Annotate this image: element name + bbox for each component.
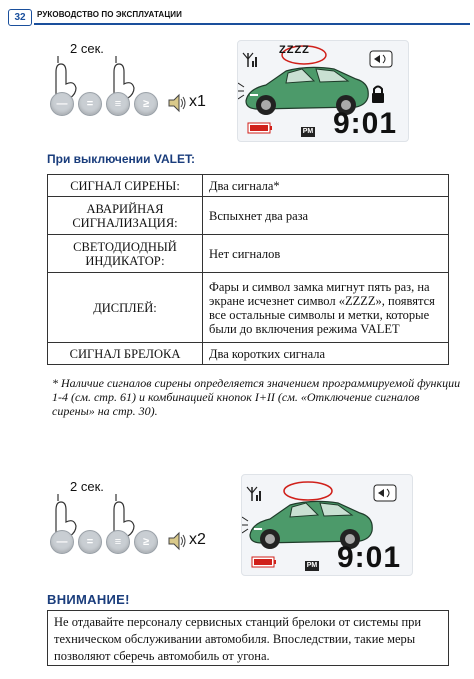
speaker-icon	[166, 92, 188, 114]
antenna-icon	[247, 487, 261, 501]
table-label: ДИСПЛЕЙ:	[48, 273, 203, 343]
horn-icon	[374, 485, 396, 501]
warning-box	[47, 610, 449, 666]
table-row	[48, 175, 449, 197]
lock-icon	[372, 87, 384, 104]
remote-button-3: ≡	[106, 530, 130, 554]
lcd-display-bottom	[241, 474, 413, 576]
header-divider	[34, 23, 470, 25]
table-row	[48, 235, 449, 273]
table-row	[48, 197, 449, 235]
table-value: Два сигнала*	[203, 175, 449, 197]
battery-icon	[248, 123, 272, 133]
table-value: Нет сигналов	[203, 235, 449, 273]
speaker-icon	[166, 530, 188, 552]
display-time: 9:01	[333, 107, 398, 140]
horn-icon	[370, 51, 392, 67]
table-row	[48, 273, 449, 343]
valet-off-table	[47, 174, 449, 365]
remote-illustration-top	[36, 40, 206, 140]
warning-text: Не отдавайте персоналу сервисных станций брелоки от системы при техническом обслуживании автомобиля. Впоследствии, такие меры позволяют сберечь автомобиль от угона.	[54, 615, 422, 663]
table-label: СИГНАЛ БРЕЛОКА	[48, 343, 203, 365]
header-title: РУКОВОДСТВО ПО ЭКСПЛУАТАЦИИ	[37, 10, 182, 19]
remote-button-4: ≥	[134, 530, 158, 554]
battery-icon	[252, 557, 276, 567]
footnote: * Наличие сигналов сирены определяется значением программируемой функции 1-4 (см. стр. 61) и комбинацией кнопок I+II (см. «Отключение сигналов сирены» на стр. 30).	[52, 376, 461, 418]
pm-indicator: PM	[302, 128, 314, 135]
repeat-count: x1	[189, 93, 206, 110]
remote-button-1: —	[50, 530, 74, 554]
repeat-count: x2	[189, 531, 206, 548]
table-row	[48, 343, 449, 365]
display-time: 9:01	[337, 541, 402, 574]
lcd-display-top	[237, 40, 409, 142]
table-value: Вспыхнет два раза	[203, 197, 449, 235]
table-label: СВЕТОДИОДНЫЙ ИНДИКАТОР:	[48, 235, 203, 273]
remote-button-1: —	[50, 92, 74, 116]
duration-label: 2 сек.	[70, 479, 104, 494]
section-title: При выключении VALET:	[47, 152, 195, 166]
remote-button-3: ≡	[106, 92, 130, 116]
warning-title: ВНИМАНИЕ!	[47, 592, 130, 607]
duration-label: 2 сек.	[70, 41, 104, 56]
remote-button-2: =	[78, 92, 102, 116]
table-label: СИГНАЛ СИРЕНЫ:	[48, 175, 203, 197]
pm-indicator: PM	[306, 562, 318, 569]
antenna-icon	[243, 53, 257, 67]
table-label: АВАРИЙНАЯ СИГНАЛИЗАЦИЯ:	[48, 197, 203, 235]
remote-illustration-bottom	[36, 478, 206, 578]
remote-button-2: =	[78, 530, 102, 554]
remote-button-4: ≥	[134, 92, 158, 116]
table-value: Два коротких сигнала	[203, 343, 449, 365]
page-number: 32	[8, 9, 32, 26]
table-value: Фары и символ замка мигнут пять раз, на экране исчезнет символ «ZZZZ», появятся все остальные символы и метки, которые были до включения режима VALET	[203, 273, 449, 343]
sleep-symbol: ZZZZ	[279, 44, 310, 56]
